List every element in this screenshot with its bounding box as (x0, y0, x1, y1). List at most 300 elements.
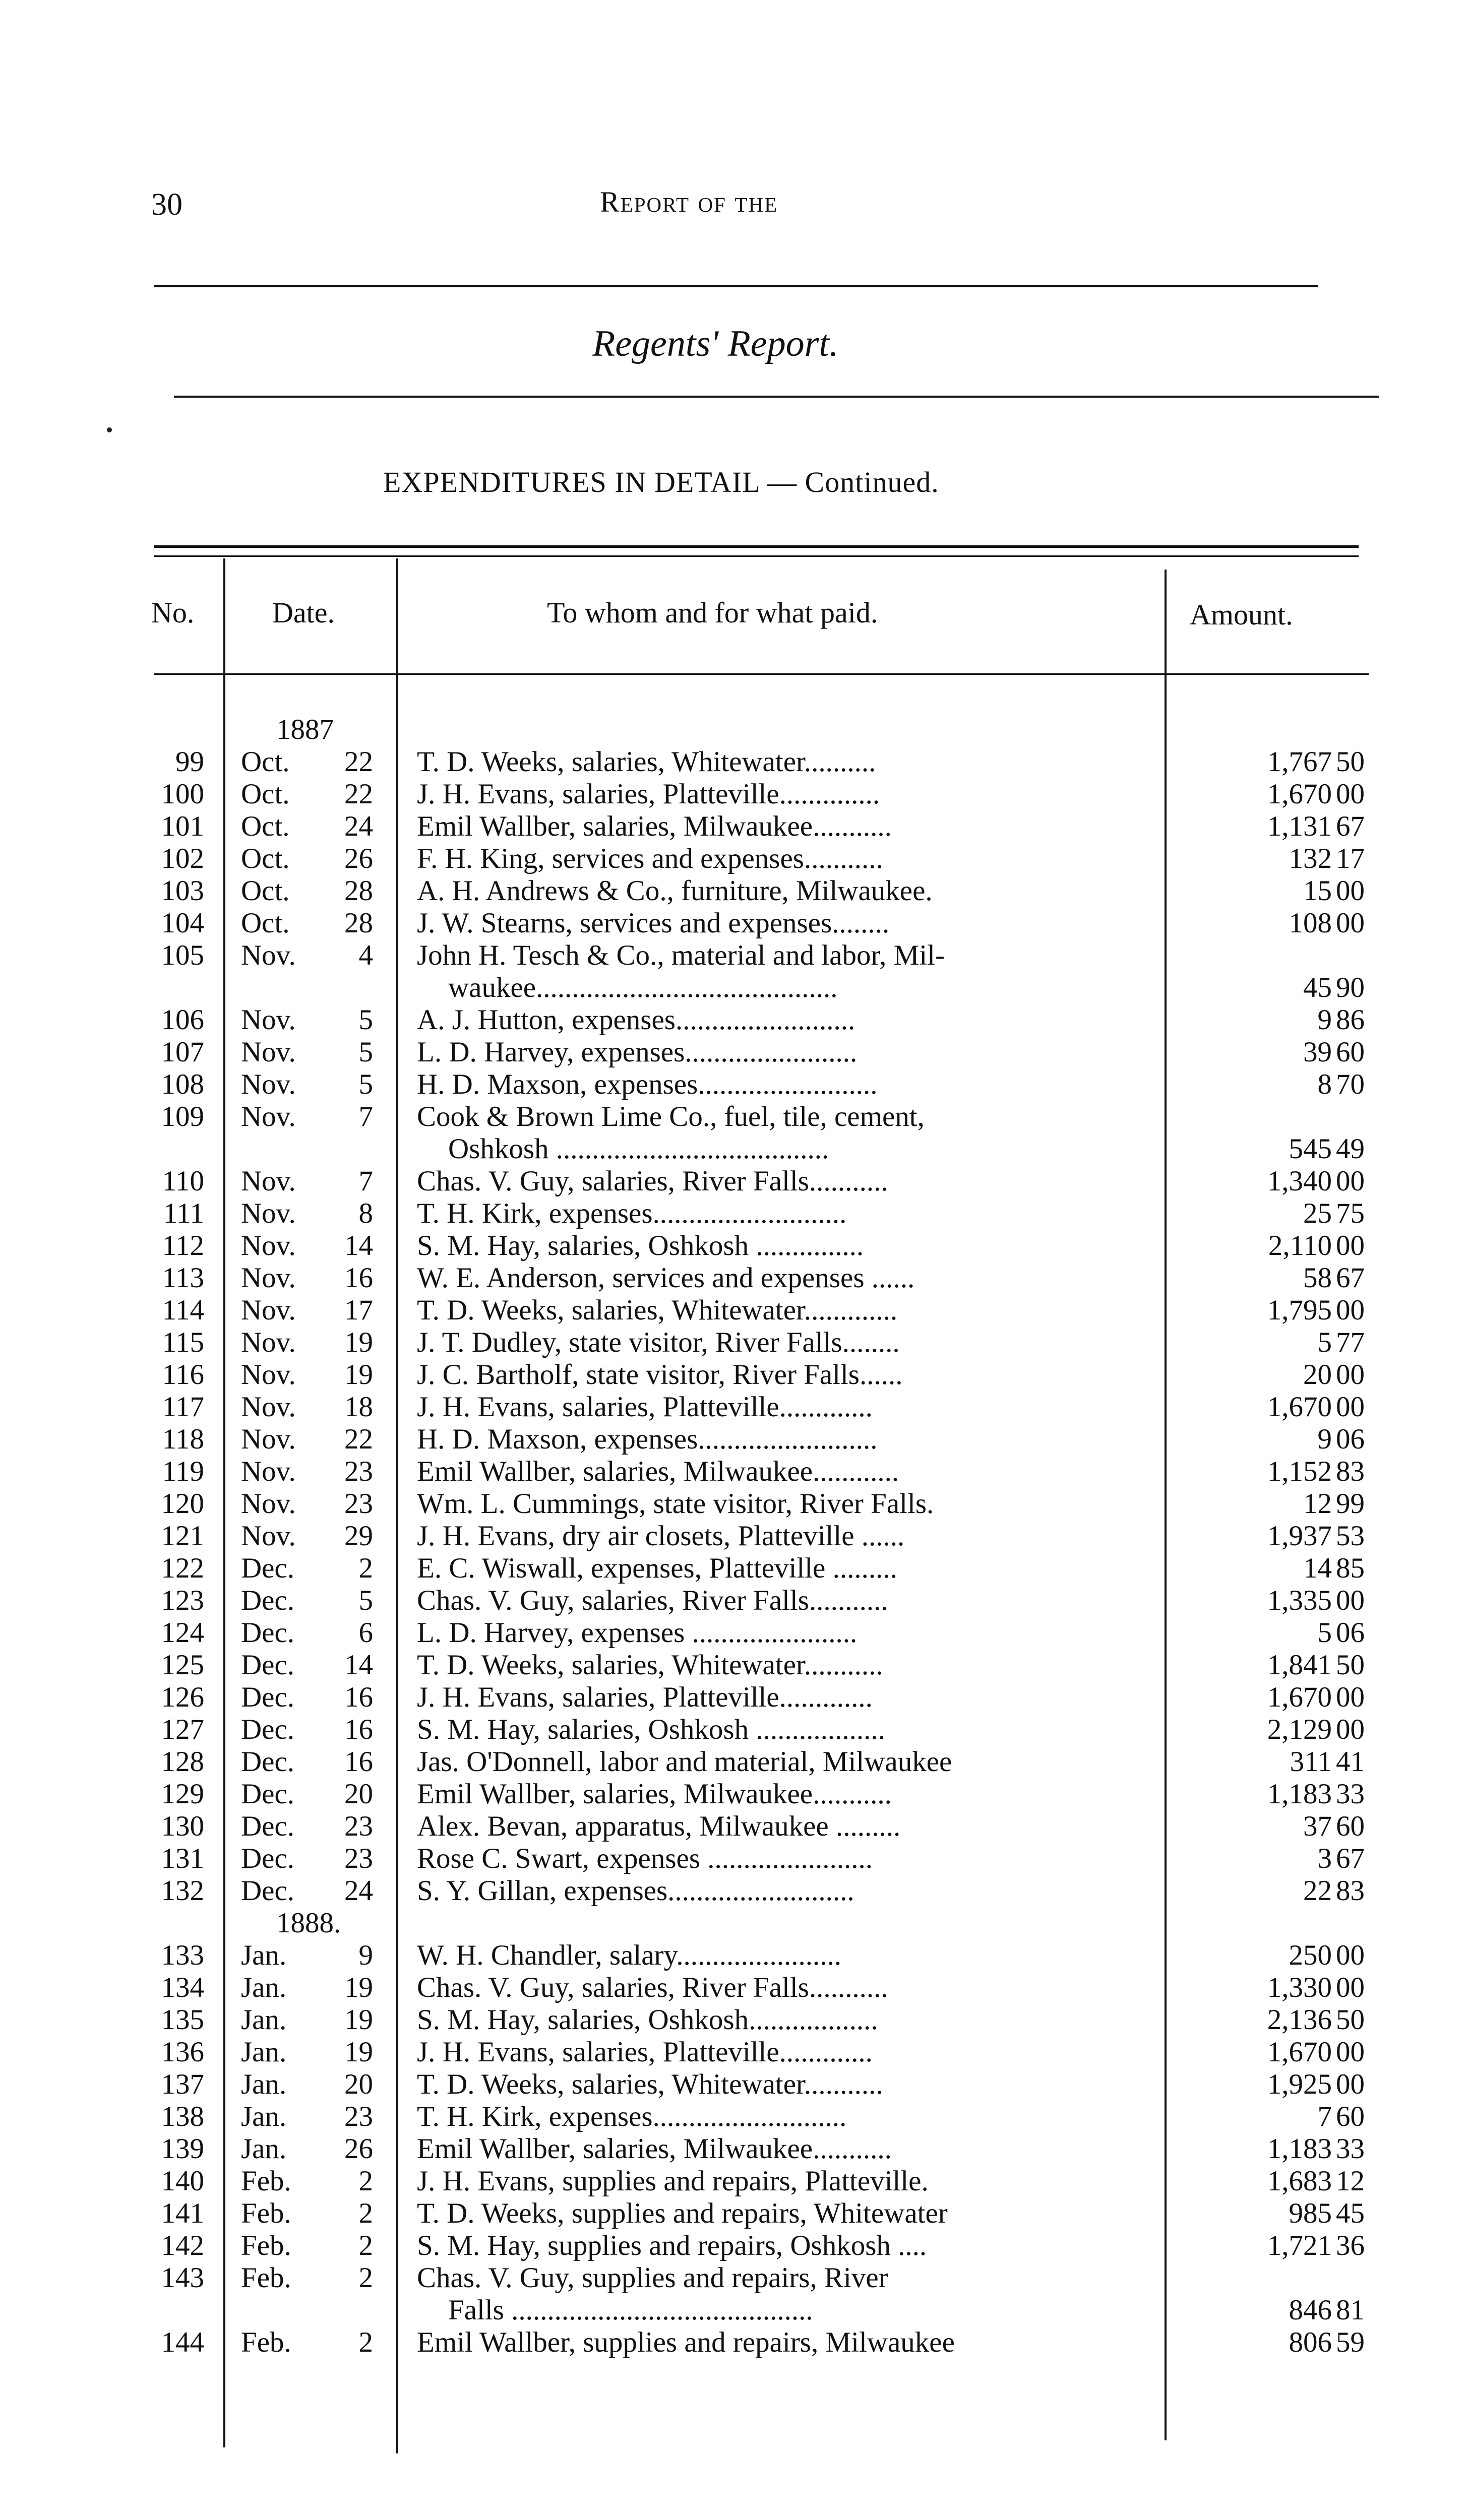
entry-description-line: L. D. Harvey, expenses ....................... (417, 1617, 858, 1649)
table-top-rule-2 (154, 555, 1359, 557)
entry-day: 28 (344, 875, 373, 907)
table-row (0, 2165, 1468, 2197)
entry-month: Dec. (241, 1875, 295, 1907)
amount-dollars: 1,152 (1267, 1456, 1332, 1487)
entry-number: 121 (161, 1520, 204, 1552)
entry-day: 14 (344, 1230, 373, 1262)
entry-day: 16 (344, 1262, 373, 1294)
entry-description-continuation: Oshkosh ...................................... (448, 1133, 829, 1165)
amount-dollars: 1,670 (1267, 778, 1332, 810)
entry-description-line: Chas. V. Guy, supplies and repairs, River (417, 2262, 888, 2294)
amount-dollars: 846 (1289, 2294, 1332, 2326)
entry-description (417, 1294, 1162, 1327)
amount-dollars: 9 (1317, 1004, 1332, 1036)
table-row (0, 1068, 1468, 1101)
amount-cents: 00 (1336, 875, 1365, 907)
entry-description-line: S. M. Hay, salaries, Oshkosh ............... (417, 1230, 864, 1262)
entry-day: 19 (344, 1327, 373, 1358)
entry-day: 8 (358, 1198, 373, 1229)
amount-cents: 00 (1336, 2068, 1365, 2100)
entry-description-line: J. H. Evans, salaries, Platteville............. (417, 1391, 873, 1423)
entry-description-line: W. E. Anderson, services and expenses ...... (417, 1262, 915, 1294)
entry-description (417, 939, 1162, 1004)
entry-description (417, 1552, 1162, 1585)
entry-month: Dec. (241, 1617, 295, 1649)
entry-number: 126 (161, 1681, 204, 1713)
entry-day: 20 (344, 1778, 373, 1810)
entry-description-line: Rose C. Swart, expenses ....................... (417, 1843, 873, 1874)
amount-cents: 00 (1336, 1972, 1365, 2003)
entry-number: 132 (161, 1875, 204, 1907)
entry-day: 23 (344, 1810, 373, 1842)
table-row (0, 778, 1468, 810)
entry-number: 99 (175, 746, 204, 778)
table-row (0, 2230, 1468, 2262)
entry-description-line: Chas. V. Guy, salaries, River Falls........... (417, 1165, 888, 1197)
amount-cents: 50 (1336, 1649, 1365, 1681)
entry-month: Nov. (241, 1230, 296, 1262)
entry-description (417, 1423, 1162, 1456)
year-row (0, 1907, 1468, 1939)
running-head: Report of the (600, 185, 778, 218)
amount-cents: 60 (1336, 1810, 1365, 1842)
entry-month: Nov. (241, 1165, 296, 1197)
amount-dollars: 1,340 (1267, 1165, 1332, 1197)
entry-day: 22 (344, 746, 373, 778)
entry-description (417, 810, 1162, 843)
entry-description (417, 2326, 1162, 2359)
entry-month: Feb. (241, 2165, 291, 2197)
entry-number: 142 (161, 2230, 204, 2261)
entry-description-line: J. H. Evans, salaries, Platteville.............. (417, 778, 880, 810)
table-row (0, 843, 1468, 875)
amount-dollars: 108 (1289, 907, 1332, 939)
amount-dollars: 1,670 (1267, 1681, 1332, 1713)
entry-day: 16 (344, 1681, 373, 1713)
entry-description (417, 1004, 1162, 1036)
entry-day: 19 (344, 1359, 373, 1391)
amount-dollars: 25 (1303, 1198, 1332, 1229)
entry-description-line: Emil Wallber, supplies and repairs, Milwaukee (417, 2326, 955, 2358)
table-row (0, 1198, 1468, 1230)
table-row (0, 810, 1468, 843)
entry-description (417, 1456, 1162, 1488)
table-row (0, 1875, 1468, 1907)
table-row (0, 1165, 1468, 1198)
amount-dollars: 1,330 (1267, 1972, 1332, 2003)
entry-month: Dec. (241, 1810, 295, 1842)
entry-day: 7 (358, 1165, 373, 1197)
entry-description (417, 907, 1162, 939)
entry-description (417, 1778, 1162, 1810)
entry-description (417, 2004, 1162, 2036)
entry-day: 14 (344, 1649, 373, 1681)
entry-description (417, 746, 1162, 778)
entry-description-line: T. D. Weeks, supplies and repairs, Whitewater (417, 2197, 948, 2229)
entry-description (417, 1810, 1162, 1843)
entry-description (417, 1327, 1162, 1359)
entry-number: 140 (161, 2165, 204, 2197)
entry-month: Nov. (241, 1391, 296, 1423)
entry-number: 124 (161, 1617, 204, 1649)
entry-number: 116 (162, 1359, 204, 1391)
entry-description-line: E. C. Wiswall, expenses, Platteville ......... (417, 1552, 897, 1584)
amount-cents: 59 (1336, 2326, 1365, 2358)
entry-number: 119 (162, 1456, 204, 1487)
entry-description (417, 2165, 1162, 2197)
entry-month: Dec. (241, 1746, 295, 1778)
entry-number: 109 (161, 1101, 204, 1132)
entry-number: 123 (161, 1585, 204, 1616)
entry-description-line: Chas. V. Guy, salaries, River Falls........... (417, 1585, 888, 1616)
entry-description (417, 778, 1162, 810)
amount-dollars: 8 (1317, 1068, 1332, 1100)
entry-month: Nov. (241, 1359, 296, 1391)
entry-description-line: J. H. Evans, salaries, Platteville............. (417, 2036, 873, 2068)
amount-dollars: 14 (1303, 1552, 1332, 1584)
entry-day: 22 (344, 778, 373, 810)
entry-description-line: A. J. Hutton, expenses......................... (417, 1004, 855, 1036)
amount-dollars: 311 (1290, 1746, 1332, 1778)
entry-description (417, 1262, 1162, 1294)
entry-description-line: J. C. Bartholf, state visitor, River Falls...... (417, 1359, 903, 1391)
amount-cents: 36 (1336, 2230, 1365, 2261)
entry-description (417, 1875, 1162, 1907)
table-row (0, 1456, 1468, 1488)
entry-month: Oct. (241, 746, 290, 778)
table-row (0, 2068, 1468, 2101)
entry-month: Nov. (241, 1423, 296, 1455)
entry-month: Nov. (241, 1101, 296, 1132)
amount-dollars: 45 (1303, 972, 1332, 1003)
entry-month: Feb. (241, 2262, 291, 2294)
amount-dollars: 250 (1289, 1939, 1332, 1971)
entry-description-line: J. H. Evans, salaries, Platteville............. (417, 1681, 873, 1713)
entry-month: Nov. (241, 1488, 296, 1520)
entry-day: 22 (344, 1423, 373, 1455)
entry-description (417, 1714, 1162, 1746)
entry-description (417, 1230, 1162, 1262)
entry-description-line: Emil Wallber, salaries, Milwaukee........... (417, 1778, 892, 1810)
entry-description-line: Emil Wallber, salaries, Milwaukee............ (417, 1456, 899, 1487)
entry-month: Nov. (241, 1068, 296, 1100)
entry-description (417, 2101, 1162, 2133)
entry-description (417, 1617, 1162, 1649)
table-row (0, 1004, 1468, 1036)
entry-number: 125 (161, 1649, 204, 1681)
entry-month: Oct. (241, 843, 290, 874)
entry-number: 133 (161, 1939, 204, 1971)
entry-number: 115 (162, 1327, 204, 1358)
year-label: 1887 (276, 714, 334, 745)
amount-cents: 00 (1336, 778, 1365, 810)
amount-dollars: 806 (1289, 2326, 1332, 2358)
entry-number: 144 (161, 2326, 204, 2358)
amount-dollars: 7 (1317, 2101, 1332, 2132)
entry-number: 131 (161, 1843, 204, 1874)
entry-description-line: W. H. Chandler, salary....................... (417, 1939, 842, 1971)
entry-description (417, 2133, 1162, 2165)
entry-day: 18 (344, 1391, 373, 1423)
entry-number: 100 (161, 778, 204, 810)
entry-day: 20 (344, 2068, 373, 2100)
table-row (0, 1391, 1468, 1423)
amount-dollars: 1,683 (1267, 2165, 1332, 2197)
table-header-bottom-rule (154, 673, 1369, 675)
table-row (0, 1036, 1468, 1068)
entry-number: 118 (162, 1423, 204, 1455)
entry-day: 26 (344, 843, 373, 874)
entry-description (417, 1939, 1162, 1972)
entry-description-line: T. H. Kirk, expenses........................... (417, 2101, 847, 2132)
table-row (0, 1939, 1468, 1972)
entry-month: Nov. (241, 939, 296, 971)
section-title: Regents' Report. (592, 323, 839, 364)
entry-month: Nov. (241, 1036, 296, 1068)
amount-cents: 53 (1336, 1520, 1365, 1552)
entry-number: 114 (162, 1294, 204, 1326)
entry-number: 134 (161, 1972, 204, 2003)
entry-description-line: J. W. Stearns, services and expenses........ (417, 907, 890, 939)
amount-dollars: 22 (1303, 1875, 1332, 1907)
entry-number: 129 (161, 1778, 204, 1810)
entry-day: 19 (344, 2036, 373, 2068)
entry-number: 110 (162, 1165, 204, 1197)
entry-day: 23 (344, 1456, 373, 1487)
amount-dollars: 1,335 (1267, 1585, 1332, 1616)
entry-description (417, 843, 1162, 875)
table-row (0, 1585, 1468, 1617)
entry-description-line: T. D. Weeks, salaries, Whitewater.......... (417, 746, 876, 778)
amount-cents: 45 (1336, 2197, 1365, 2229)
entry-number: 127 (161, 1714, 204, 1745)
table-row (0, 1810, 1468, 1843)
table-row (0, 1423, 1468, 1456)
entry-description (417, 2230, 1162, 2262)
entry-description-line: Emil Wallber, salaries, Milwaukee........... (417, 810, 892, 842)
table-row (0, 2326, 1468, 2359)
amount-dollars: 1,670 (1267, 1391, 1332, 1423)
amount-cents: 85 (1336, 1552, 1365, 1584)
entry-description (417, 2036, 1162, 2068)
table-row (0, 1746, 1468, 1778)
table-row (0, 1488, 1468, 1520)
table-top-rule-1 (154, 545, 1359, 548)
amount-cents: 67 (1336, 1843, 1365, 1874)
entry-number: 113 (162, 1262, 204, 1294)
entry-month: Nov. (241, 1004, 296, 1036)
entry-number: 141 (161, 2197, 204, 2229)
amount-cents: 00 (1336, 1391, 1365, 1423)
entry-description-line: J. T. Dudley, state visitor, River Falls........ (417, 1327, 900, 1358)
amount-dollars: 1,937 (1267, 1520, 1332, 1552)
entry-month: Dec. (241, 1649, 295, 1681)
amount-cents: 00 (1336, 907, 1365, 939)
entry-number: 139 (161, 2133, 204, 2165)
amount-dollars: 1,183 (1267, 1778, 1332, 1810)
amount-cents: 49 (1336, 1133, 1365, 1165)
entry-description (417, 1068, 1162, 1101)
amount-cents: 90 (1336, 972, 1365, 1003)
entry-day: 2 (358, 2262, 373, 2294)
amount-cents: 00 (1336, 1681, 1365, 1713)
entry-description-line: H. D. Maxson, expenses......................... (417, 1423, 878, 1455)
amount-cents: 00 (1336, 1939, 1365, 1971)
table-row (0, 1617, 1468, 1649)
amount-cents: 77 (1336, 1327, 1365, 1358)
column-header-amount: Amount. (1190, 598, 1293, 631)
entry-number: 143 (161, 2262, 204, 2294)
entry-description-line: Chas. V. Guy, salaries, River Falls........... (417, 1972, 888, 2003)
amount-dollars: 58 (1303, 1262, 1332, 1294)
entry-description-continuation: waukee.......................................... (448, 972, 838, 1003)
entry-month: Oct. (241, 810, 290, 842)
table-row (0, 746, 1468, 778)
table-row (0, 1681, 1468, 1714)
entry-day: 23 (344, 2101, 373, 2132)
entry-day: 5 (358, 1068, 373, 1100)
entry-month: Feb. (241, 2230, 291, 2261)
entry-day: 26 (344, 2133, 373, 2165)
entry-description-line: Alex. Bevan, apparatus, Milwaukee ......... (417, 1810, 901, 1842)
table-row (0, 1520, 1468, 1552)
amount-cents: 33 (1336, 1778, 1365, 1810)
entry-description-line: Wm. L. Cummings, state visitor, River Falls. (417, 1488, 934, 1520)
entry-number: 102 (161, 843, 204, 874)
entry-number: 103 (161, 875, 204, 907)
entry-number: 128 (161, 1746, 204, 1778)
entry-description (417, 1488, 1162, 1520)
entry-number: 122 (161, 1552, 204, 1584)
table-row (0, 907, 1468, 939)
amount-cents: 99 (1336, 1488, 1365, 1520)
entry-description (417, 1520, 1162, 1552)
entry-day: 7 (358, 1101, 373, 1132)
amount-dollars: 37 (1303, 1810, 1332, 1842)
table-row (0, 2004, 1468, 2036)
entry-description (417, 1681, 1162, 1714)
entry-month: Jan. (241, 2036, 287, 2068)
entry-day: 2 (358, 2197, 373, 2229)
entry-description-line: S. M. Hay, salaries, Oshkosh .................. (417, 1714, 885, 1745)
entry-month: Oct. (241, 875, 290, 907)
amount-cents: 12 (1336, 2165, 1365, 2197)
entry-month: Dec. (241, 1714, 295, 1745)
entry-description-line: Emil Wallber, salaries, Milwaukee........... (417, 2133, 892, 2165)
entry-description-line: L. D. Harvey, expenses........................ (417, 1036, 858, 1068)
amount-cents: 60 (1336, 2101, 1365, 2132)
amount-dollars: 12 (1303, 1488, 1332, 1520)
amount-dollars: 2,129 (1267, 1714, 1332, 1745)
amount-dollars: 132 (1289, 843, 1332, 874)
entry-description (417, 875, 1162, 907)
ink-dot (107, 427, 112, 432)
amount-cents: 06 (1336, 1423, 1365, 1455)
table-row (0, 1778, 1468, 1810)
entry-description (417, 1843, 1162, 1875)
entry-description-line: S. M. Hay, salaries, Oshkosh.................. (417, 2004, 878, 2036)
entry-month: Dec. (241, 1681, 295, 1713)
amount-dollars: 1,721 (1267, 2230, 1332, 2261)
entry-number: 137 (161, 2068, 204, 2100)
table-row (0, 1359, 1468, 1391)
amount-cents: 00 (1336, 1230, 1365, 1262)
amount-dollars: 20 (1303, 1359, 1332, 1391)
table-row (0, 1843, 1468, 1875)
amount-cents: 67 (1336, 810, 1365, 842)
entry-description-line: J. H. Evans, dry air closets, Platteville ...... (417, 1520, 905, 1552)
entry-month: Jan. (241, 2068, 287, 2100)
entry-day: 5 (358, 1004, 373, 1036)
entry-month: Dec. (241, 1778, 295, 1810)
table-row (0, 1327, 1468, 1359)
column-header-no: No. (151, 596, 195, 629)
entry-month: Nov. (241, 1262, 296, 1294)
year-label: 1888. (276, 1907, 341, 1939)
column-header-date: Date. (272, 596, 335, 629)
amount-cents: 60 (1336, 1036, 1365, 1068)
entry-number: 104 (161, 907, 204, 939)
amount-cents: 06 (1336, 1617, 1365, 1649)
amount-cents: 41 (1336, 1746, 1365, 1778)
column-header-paid: To whom and for what paid. (547, 596, 878, 629)
entry-description-continuation: Falls .......................................... (448, 2294, 813, 2326)
amount-dollars: 1,841 (1267, 1649, 1332, 1681)
amount-cents: 70 (1336, 1068, 1365, 1100)
amount-dollars: 545 (1289, 1133, 1332, 1165)
entry-day: 28 (344, 907, 373, 939)
entry-day: 16 (344, 1746, 373, 1778)
entry-month: Jan. (241, 1972, 287, 2003)
amount-cents: 17 (1336, 843, 1365, 874)
entry-description (417, 1972, 1162, 2004)
entry-day: 19 (344, 1972, 373, 2003)
entry-description-line: T. D. Weeks, salaries, Whitewater........... (417, 2068, 883, 2100)
amount-dollars: 1,670 (1267, 2036, 1332, 2068)
amount-cents: 86 (1336, 1004, 1365, 1036)
amount-dollars: 985 (1289, 2197, 1332, 2229)
year-row (0, 714, 1468, 746)
entry-number: 111 (163, 1198, 204, 1229)
amount-cents: 00 (1336, 2036, 1365, 2068)
entry-description (417, 2197, 1162, 2230)
amount-cents: 00 (1336, 1165, 1365, 1197)
entry-day: 2 (358, 2165, 373, 2197)
entry-month: Nov. (241, 1456, 296, 1487)
table-row (0, 875, 1468, 907)
entry-month: Oct. (241, 907, 290, 939)
entry-month: Feb. (241, 2197, 291, 2229)
entry-description-line: S. M. Hay, supplies and repairs, Oshkosh .... (417, 2230, 927, 2261)
amount-cents: 67 (1336, 1262, 1365, 1294)
entry-day: 19 (344, 2004, 373, 2036)
entry-month: Dec. (241, 1552, 295, 1584)
table-title: EXPENDITURES IN DETAIL — Continued. (383, 466, 939, 498)
entry-month: Nov. (241, 1294, 296, 1326)
title-rule (174, 396, 1379, 398)
entry-description (417, 1391, 1162, 1423)
amount-dollars: 1,767 (1267, 746, 1332, 778)
entry-description (417, 1359, 1162, 1391)
entry-description-line: H. D. Maxson, expenses......................... (417, 1068, 878, 1100)
entry-month: Nov. (241, 1327, 296, 1358)
amount-dollars: 9 (1317, 1423, 1332, 1455)
entry-description (417, 2262, 1162, 2326)
entry-month: Feb. (241, 2326, 291, 2358)
table-row (0, 2036, 1468, 2068)
amount-dollars: 1,925 (1267, 2068, 1332, 2100)
amount-cents: 75 (1336, 1198, 1365, 1229)
